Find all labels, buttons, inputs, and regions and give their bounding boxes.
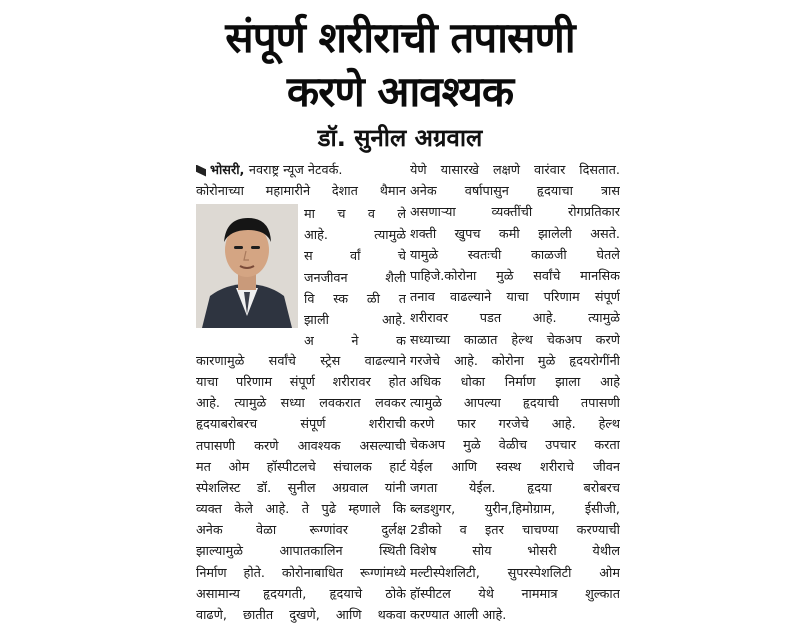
article-line: विशेष सोय भोसरी येथील — [410, 544, 620, 560]
portrait-image — [196, 204, 298, 328]
article-line: तनाव वाढल्याने याचा परिणाम संपूर्ण — [410, 290, 620, 306]
article-line: अ ने क — [304, 334, 406, 350]
headline-line-1: संपूर्ण शरीराची तपासणी — [225, 13, 575, 62]
article-line: येणे यासारखे लक्षणे वारंवार दिसतात. — [410, 163, 620, 178]
article-line: निर्माण होते. कोरोनाबाधित रूग्णांमध्ये — [196, 565, 406, 581]
article-line: मल्टीस्पेशलिटी, सुपरस्पेशलिटी ओम — [410, 565, 620, 581]
dateline — [196, 160, 406, 181]
article-line: आहे. त्यामुळे — [304, 228, 406, 244]
byline: डॉ. सुनील अग्रवाल — [317, 124, 483, 152]
dateline-place: भोसरी, — [210, 163, 245, 178]
article-line: शक्ती खुपच कमी झालेली असते. — [410, 226, 620, 242]
article-line: वि स्क ळी त — [304, 291, 406, 307]
article-line: असामान्य हृदयगती, हृदयाचे ठोके — [196, 586, 406, 602]
article-line: जगता येईल. हृदया बरोबरच — [410, 480, 620, 496]
article-line: पाहिजे.कोरोना मुळे सर्वांचे मानसिक — [410, 268, 620, 284]
article-line: जनजीवन शैली — [304, 270, 406, 286]
article-line: व्यक्त केले आहे. ते पुढे म्हणाले कि — [196, 502, 406, 518]
article-line: वाढणे, छातीत दुखणे, आणि थकवा — [196, 608, 406, 624]
dateline-agency: नवराष्ट्र न्यूज नेटवर्क. — [248, 163, 343, 178]
article-line: अनेक वर्षापासुन हृदयाचा त्रास — [410, 184, 620, 200]
dateline-marker-icon — [196, 165, 206, 177]
article-line: गरजेचे आहे. कोरोना मुळे हृदयरोगींनी — [410, 353, 620, 369]
article-line: मत ओम हॉस्पीटलचे संचालक हार्ट — [196, 459, 406, 475]
article-line: येईल आणि स्वस्थ शरीराचे जीवन — [410, 459, 620, 475]
article-line: तपासणी करणे आवश्यक असल्याची — [196, 438, 406, 454]
headline-line-2: करणे आवश्यक — [286, 67, 514, 116]
article-line: करणे फार गरजेचे आहे. हेल्थ — [410, 417, 620, 433]
photo-wrap-text — [304, 204, 406, 352]
author-photo — [196, 204, 298, 328]
article-line: झाल्यामुळे आपातकालिन स्थिती — [196, 544, 406, 560]
article-line: अनेक वेळा रूग्णांवर दुर्लक्ष — [196, 523, 406, 539]
article-line: कोरोनाच्या महामारीने देशात थैमान — [196, 184, 406, 200]
article-line: त्यामुळे आपल्या हृदयाची तपासणी — [410, 396, 620, 412]
article-line: अधिक धोका निर्माण झाला आहे — [410, 374, 620, 390]
article-line: झाली आहे. — [304, 312, 406, 328]
article-line: ब्लडशुगर, युरीन,हिमोग्राम, ईसीजी, — [410, 502, 620, 517]
article-line: आहे. त्यामुळे सध्या लवकरात लवकर — [196, 396, 406, 412]
article-line: हृदयाबरोबरच संपूर्ण शरीराची — [196, 417, 406, 433]
article-line: यामुळे स्वतःची काळजी घेतले — [410, 247, 620, 263]
article-line: करण्यात आली आहे. — [410, 607, 507, 623]
article-line: स र्वां चे — [304, 249, 406, 265]
article-line: मा च व ले — [304, 207, 406, 222]
right-column — [410, 160, 620, 626]
article-line: चेकअप मुळे वेळीच उपचार करता — [410, 438, 620, 454]
article-line: 2डीको व इतर चाचण्या करण्याची — [410, 523, 620, 539]
article-line: शरीरावर पडत आहे. त्यामुळे — [410, 311, 620, 327]
left-column-body — [196, 351, 406, 626]
article-line: याचा परिणाम संपूर्ण शरीरावर होत — [196, 374, 406, 390]
article-line: स्पेशलिस्ट डॉ. सुनील अग्रवाल यांनी — [196, 480, 406, 496]
article-line: सध्याच्या काळात हेल्थ चेकअप करणे — [410, 332, 620, 348]
article-line: असणाऱ्या व्यक्तींची रोगप्रतिकार — [410, 205, 620, 221]
article-line: हॉस्पीटल येथे नाममात्र शुल्कात — [410, 586, 620, 602]
article-line: कारणामुळे सर्वांचे स्ट्रेस वाढल्याने — [196, 353, 406, 369]
